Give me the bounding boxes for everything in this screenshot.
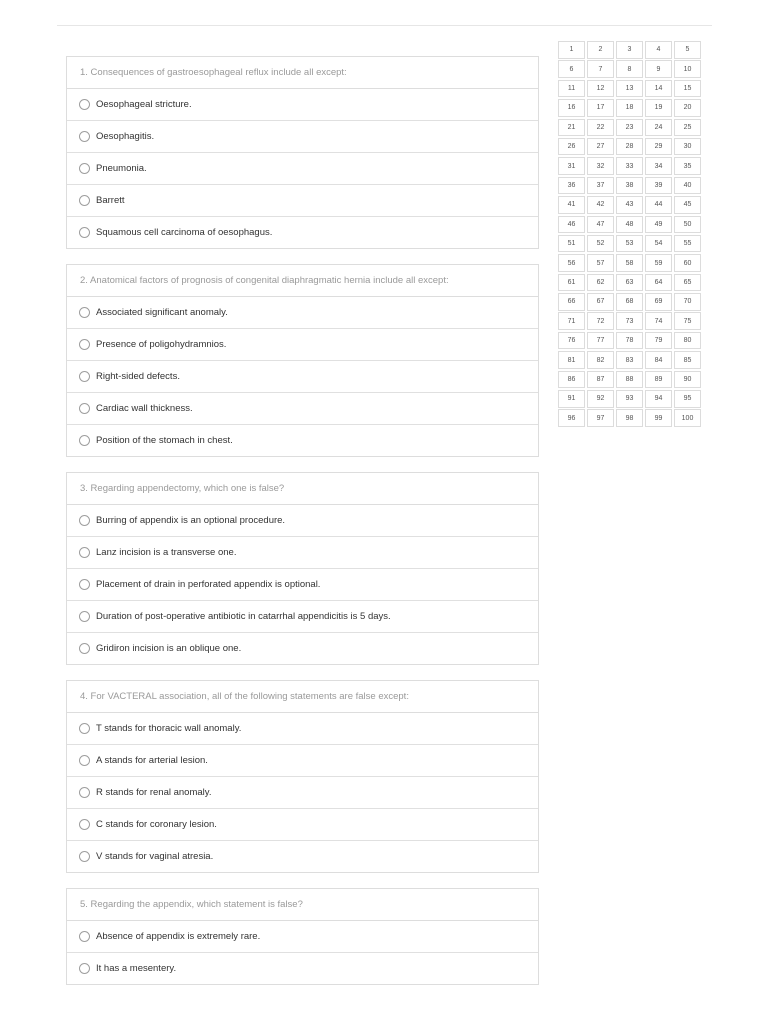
nav-question-58[interactable]: 58 [616, 254, 643, 272]
nav-question-99[interactable]: 99 [645, 409, 672, 427]
radio-button-icon[interactable] [79, 371, 90, 382]
nav-question-68[interactable]: 68 [616, 293, 643, 311]
answer-option-label: A stands for arterial lesion. [96, 755, 208, 766]
nav-question-49[interactable]: 49 [645, 216, 672, 234]
question-card-4 [66, 680, 539, 873]
nav-question-92[interactable]: 92 [587, 390, 614, 408]
nav-question-91[interactable]: 91 [558, 390, 585, 408]
answer-option[interactable] [67, 89, 538, 121]
answer-option-label: Pneumonia. [96, 163, 147, 174]
answer-option[interactable] [67, 569, 538, 601]
nav-question-45[interactable]: 45 [674, 196, 701, 214]
radio-button-icon[interactable] [79, 227, 90, 238]
nav-question-54[interactable]: 54 [645, 235, 672, 253]
radio-button-icon[interactable] [79, 611, 90, 622]
nav-question-60[interactable]: 60 [674, 254, 701, 272]
nav-question-18[interactable]: 18 [616, 99, 643, 117]
question-card-1 [66, 56, 539, 249]
nav-question-80[interactable]: 80 [674, 332, 701, 350]
nav-question-17[interactable]: 17 [587, 99, 614, 117]
answer-option[interactable] [67, 297, 538, 329]
answer-option[interactable] [67, 121, 538, 153]
answer-option-label: It has a mesentery. [96, 963, 177, 974]
radio-button-icon[interactable] [79, 195, 90, 206]
nav-question-79[interactable]: 79 [645, 332, 672, 350]
radio-button-icon[interactable] [79, 819, 90, 830]
nav-question-22[interactable]: 22 [587, 119, 614, 137]
radio-button-icon[interactable] [79, 131, 90, 142]
nav-question-31[interactable]: 31 [558, 157, 585, 175]
nav-question-51[interactable]: 51 [558, 235, 585, 253]
answer-option-label: Barrett [96, 195, 125, 206]
question-title: 3. Regarding appendectomy, which one is false? [67, 473, 538, 505]
radio-button-icon[interactable] [79, 435, 90, 446]
answer-option-label: Oesophagitis. [96, 131, 155, 142]
nav-question-14[interactable]: 14 [645, 80, 672, 98]
nav-question-9[interactable]: 9 [645, 60, 672, 78]
nav-question-26[interactable]: 26 [558, 138, 585, 156]
nav-question-94[interactable]: 94 [645, 390, 672, 408]
radio-button-icon[interactable] [79, 579, 90, 590]
answer-option[interactable] [67, 329, 538, 361]
question-navigator [558, 41, 701, 427]
nav-question-12[interactable]: 12 [587, 80, 614, 98]
nav-question-20[interactable]: 20 [674, 99, 701, 117]
answer-option[interactable] [67, 393, 538, 425]
nav-question-3[interactable]: 3 [616, 41, 643, 59]
nav-question-89[interactable]: 89 [645, 371, 672, 389]
nav-question-39[interactable]: 39 [645, 177, 672, 195]
answer-option[interactable] [67, 777, 538, 809]
nav-question-6[interactable]: 6 [558, 60, 585, 78]
nav-question-93[interactable]: 93 [616, 390, 643, 408]
answer-option[interactable] [67, 425, 538, 456]
nav-question-81[interactable]: 81 [558, 351, 585, 369]
radio-button-icon[interactable] [79, 851, 90, 862]
radio-button-icon[interactable] [79, 515, 90, 526]
nav-question-90[interactable]: 90 [674, 371, 701, 389]
nav-question-41[interactable]: 41 [558, 196, 585, 214]
radio-button-icon[interactable] [79, 403, 90, 414]
answer-option-label: Gridiron incision is an oblique one. [96, 643, 242, 654]
answer-option-label: Duration of post-operative antibiotic in catarrhal appendicitis is 5 days. [96, 611, 391, 622]
nav-question-85[interactable]: 85 [674, 351, 701, 369]
answer-option-label: Presence of poligohydramnios. [96, 339, 227, 350]
radio-button-icon[interactable] [79, 99, 90, 110]
nav-question-73[interactable]: 73 [616, 312, 643, 330]
nav-question-37[interactable]: 37 [587, 177, 614, 195]
nav-question-82[interactable]: 82 [587, 351, 614, 369]
answer-option[interactable] [67, 185, 538, 217]
nav-question-46[interactable]: 46 [558, 216, 585, 234]
nav-question-77[interactable]: 77 [587, 332, 614, 350]
radio-button-icon[interactable] [79, 963, 90, 974]
answer-option[interactable] [67, 809, 538, 841]
question-card-3 [66, 472, 539, 665]
answer-option[interactable] [67, 361, 538, 393]
nav-question-7[interactable]: 7 [587, 60, 614, 78]
nav-question-10[interactable]: 10 [674, 60, 701, 78]
answer-option[interactable] [67, 745, 538, 777]
nav-question-63[interactable]: 63 [616, 274, 643, 292]
nav-question-15[interactable]: 15 [674, 80, 701, 98]
nav-question-19[interactable]: 19 [645, 99, 672, 117]
answer-option-label: C stands for coronary lesion. [96, 819, 217, 830]
radio-button-icon[interactable] [79, 307, 90, 318]
nav-question-50[interactable]: 50 [674, 216, 701, 234]
nav-question-95[interactable]: 95 [674, 390, 701, 408]
answer-option-label: V stands for vaginal atresia. [96, 851, 214, 862]
answer-option-label: Oesophageal stricture. [96, 99, 192, 110]
answer-option-label: Squamous cell carcinoma of oesophagus. [96, 227, 273, 238]
nav-question-83[interactable]: 83 [616, 351, 643, 369]
answer-option-label: T stands for thoracic wall anomaly. [96, 723, 242, 734]
nav-question-1[interactable]: 1 [558, 41, 585, 59]
radio-button-icon[interactable] [79, 643, 90, 654]
answer-option[interactable] [67, 505, 538, 537]
nav-question-27[interactable]: 27 [587, 138, 614, 156]
nav-question-34[interactable]: 34 [645, 157, 672, 175]
answer-option[interactable] [67, 713, 538, 745]
radio-button-icon[interactable] [79, 339, 90, 350]
top-divider [57, 25, 712, 26]
nav-question-97[interactable]: 97 [587, 409, 614, 427]
answer-option[interactable] [67, 953, 538, 984]
nav-question-71[interactable]: 71 [558, 312, 585, 330]
nav-question-59[interactable]: 59 [645, 254, 672, 272]
nav-question-78[interactable]: 78 [616, 332, 643, 350]
radio-button-icon[interactable] [79, 547, 90, 558]
radio-button-icon[interactable] [79, 931, 90, 942]
nav-question-8[interactable]: 8 [616, 60, 643, 78]
nav-question-35[interactable]: 35 [674, 157, 701, 175]
nav-question-55[interactable]: 55 [674, 235, 701, 253]
nav-question-5[interactable]: 5 [674, 41, 701, 59]
answer-option-label: Lanz incision is a transverse one. [96, 547, 237, 558]
nav-question-38[interactable]: 38 [616, 177, 643, 195]
nav-question-62[interactable]: 62 [587, 274, 614, 292]
question-card-2 [66, 264, 539, 457]
answer-option-label: Right-sided defects. [96, 371, 180, 382]
nav-question-28[interactable]: 28 [616, 138, 643, 156]
question-title: 5. Regarding the appendix, which statement is false? [67, 889, 538, 921]
nav-question-40[interactable]: 40 [674, 177, 701, 195]
nav-question-61[interactable]: 61 [558, 274, 585, 292]
radio-button-icon[interactable] [79, 787, 90, 798]
question-title: 2. Anatomical factors of prognosis of congenital diaphragmatic hernia include all except: [67, 265, 538, 297]
nav-question-11[interactable]: 11 [558, 80, 585, 98]
answer-option-label: Absence of appendix is extremely rare. [96, 931, 261, 942]
answer-option-label: Associated significant anomaly. [96, 307, 228, 318]
answer-option[interactable] [67, 921, 538, 953]
nav-question-13[interactable]: 13 [616, 80, 643, 98]
answer-option[interactable] [67, 841, 538, 872]
nav-question-44[interactable]: 44 [645, 196, 672, 214]
nav-question-25[interactable]: 25 [674, 119, 701, 137]
nav-question-96[interactable]: 96 [558, 409, 585, 427]
nav-question-67[interactable]: 67 [587, 293, 614, 311]
nav-question-48[interactable]: 48 [616, 216, 643, 234]
answer-option[interactable] [67, 153, 538, 185]
nav-question-29[interactable]: 29 [645, 138, 672, 156]
nav-question-53[interactable]: 53 [616, 235, 643, 253]
nav-question-70[interactable]: 70 [674, 293, 701, 311]
nav-question-86[interactable]: 86 [558, 371, 585, 389]
nav-question-33[interactable]: 33 [616, 157, 643, 175]
answer-option-label: Placement of drain in perforated appendix is optional. [96, 579, 321, 590]
nav-question-88[interactable]: 88 [616, 371, 643, 389]
nav-question-57[interactable]: 57 [587, 254, 614, 272]
answer-option-label: Cardiac wall thickness. [96, 403, 193, 414]
nav-question-74[interactable]: 74 [645, 312, 672, 330]
nav-question-76[interactable]: 76 [558, 332, 585, 350]
nav-question-32[interactable]: 32 [587, 157, 614, 175]
nav-question-100[interactable]: 100 [674, 409, 701, 427]
nav-question-4[interactable]: 4 [645, 41, 672, 59]
nav-question-21[interactable]: 21 [558, 119, 585, 137]
answer-option-label: Burring of appendix is an optional procedure. [96, 515, 286, 526]
nav-question-98[interactable]: 98 [616, 409, 643, 427]
nav-question-42[interactable]: 42 [587, 196, 614, 214]
answer-option[interactable] [67, 217, 538, 248]
nav-question-30[interactable]: 30 [674, 138, 701, 156]
nav-question-47[interactable]: 47 [587, 216, 614, 234]
nav-question-72[interactable]: 72 [587, 312, 614, 330]
nav-question-66[interactable]: 66 [558, 293, 585, 311]
nav-question-87[interactable]: 87 [587, 371, 614, 389]
question-list [66, 56, 539, 1000]
radio-button-icon[interactable] [79, 755, 90, 766]
nav-question-43[interactable]: 43 [616, 196, 643, 214]
answer-option[interactable] [67, 601, 538, 633]
question-card-5 [66, 888, 539, 985]
nav-question-69[interactable]: 69 [645, 293, 672, 311]
nav-question-23[interactable]: 23 [616, 119, 643, 137]
nav-question-65[interactable]: 65 [674, 274, 701, 292]
radio-button-icon[interactable] [79, 163, 90, 174]
answer-option-label: R stands for renal anomaly. [96, 787, 212, 798]
nav-question-16[interactable]: 16 [558, 99, 585, 117]
answer-option-label: Position of the stomach in chest. [96, 435, 233, 446]
nav-question-64[interactable]: 64 [645, 274, 672, 292]
nav-question-84[interactable]: 84 [645, 351, 672, 369]
nav-question-52[interactable]: 52 [587, 235, 614, 253]
nav-question-24[interactable]: 24 [645, 119, 672, 137]
nav-question-75[interactable]: 75 [674, 312, 701, 330]
question-title: 1. Consequences of gastroesophageal reflux include all except: [67, 57, 538, 89]
nav-question-56[interactable]: 56 [558, 254, 585, 272]
nav-question-36[interactable]: 36 [558, 177, 585, 195]
question-title: 4. For VACTERAL association, all of the following statements are false except: [67, 681, 538, 713]
answer-option[interactable] [67, 633, 538, 664]
radio-button-icon[interactable] [79, 723, 90, 734]
answer-option[interactable] [67, 537, 538, 569]
nav-question-2[interactable]: 2 [587, 41, 614, 59]
